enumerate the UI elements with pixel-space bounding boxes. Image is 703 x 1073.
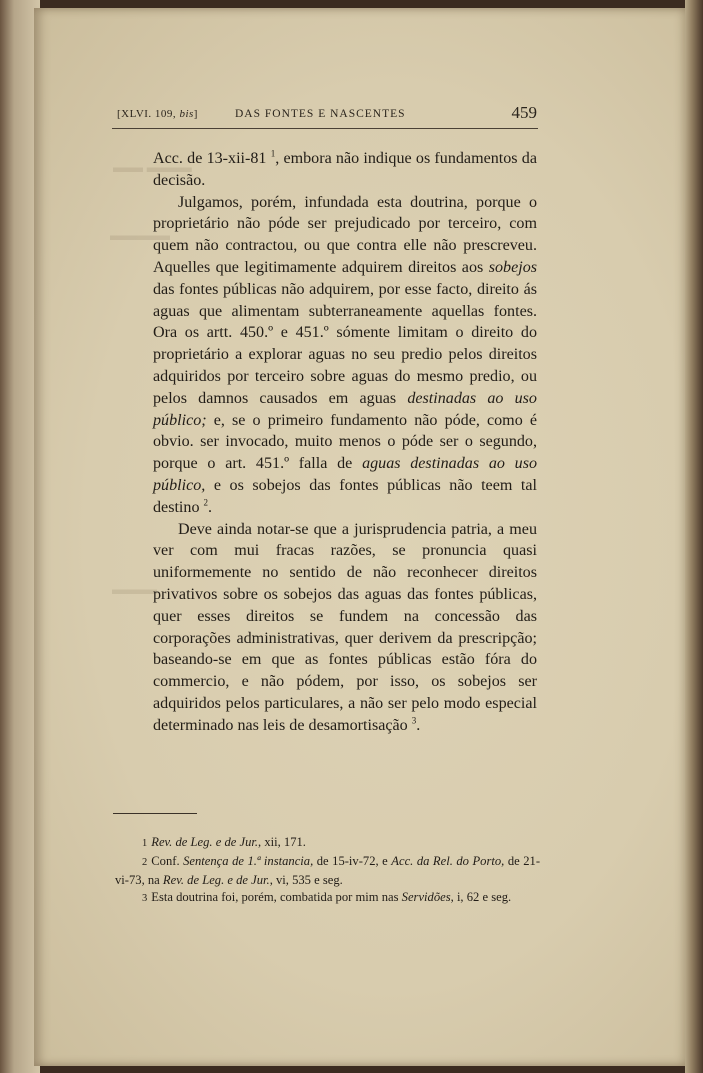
text-run: , i, 62 e seg. (450, 890, 512, 905)
footnote-marker: 1 (270, 148, 276, 159)
footnotes (115, 834, 540, 908)
header-rule (112, 128, 538, 129)
text-run: Julgamos, porém, infundada esta doutrina, porque o proprietário não póde ser prejudicado por terceiro, com quem não contractou, ou que contra elle não prescreveu. Aquelles que legitimamente adquirem direitos aos (153, 193, 537, 276)
text-run: Conf. (151, 853, 184, 868)
paragraph (153, 519, 537, 737)
footnote-number: 2 (142, 856, 148, 868)
italic-text: aguas destinadas ao uso público, (153, 455, 538, 494)
text-run: . (208, 498, 213, 516)
text-run: , xii, 171. (258, 835, 306, 849)
show-through: ▬▬ ▬▬▬ (113, 160, 192, 176)
text-run: Acc. de 13-xii-81 (153, 150, 271, 167)
text-run: e, se o primeiro fundamento não póde, como é obvio. ser invocado, muito menos o póde ser o segundo, porque o art. 451.º falla de (153, 411, 537, 473)
running-title: DAS FONTES E NASCENTES (235, 108, 406, 120)
footnote-separator (113, 813, 197, 814)
footnote (115, 889, 540, 908)
footnote (115, 853, 540, 890)
italic-text: Sentença de 1.ª instancia, (183, 853, 314, 868)
text-run: , vi, 535 e seg. (269, 872, 343, 887)
running-header (117, 103, 537, 125)
italic-text: Rev. de Leg. e de Jur. (162, 872, 270, 887)
text-run: Deve ainda notar-se que a jurisprudencia patria, a meu ver com mui fracas razões, se pronuncia quasi uniformemente no sentido de não reconhecer direitos privativos sobre os sobejos das aguas das fontes públicas, quer esses direitos se fundem na concessão das corporações administrativas, quer derivem da prescripção; baseando-se em que as fontes públicas estão fóra do commercio, e não pódem, por isso, os sobejos ser adquiridos pelos particulares, a não ser pelo modo especial determinado nas leis de desamortisação (153, 520, 537, 734)
paragraph (153, 192, 537, 519)
footnote-marker: 3 (411, 715, 417, 726)
italic-text: Acc. da Rel. do Porto, (391, 853, 505, 868)
footnote-number: 1 (142, 838, 148, 849)
text-run: Esta doutrina foi, porém, combatida por mim nas (151, 890, 402, 905)
show-through: ▬▬▬▬ (110, 228, 170, 244)
section-reference: [XLVI. 109, bis] (117, 108, 198, 120)
italic-text: destinadas ao uso público; (153, 389, 537, 429)
paragraph (153, 148, 537, 192)
text-run: das fontes públicas não adquirem, por esse facto, direito ás aguas que alimentam subterraneamente aquellas fontes. Ora os artt. 450.º e 451.º sómente limitam o direito do proprietário a explorar aguas no seu predio pelos direitos adquiridos por terceiro sobre aguas do mesmo predio, ou pelos damnos causados em aguas (153, 280, 537, 407)
italic-text: Rev. de Leg. e de Jur. (151, 835, 259, 849)
footnote-number: 3 (142, 893, 148, 905)
footnote-marker: 2 (203, 497, 209, 508)
text-run: , embora não indique os fundamentos da decisão. (153, 150, 537, 189)
text-run: de 21-vi-73, na (115, 853, 541, 887)
body-text (153, 148, 537, 737)
page-number: 459 (511, 103, 537, 122)
show-through: ▬▬▬ (112, 582, 157, 598)
text-run: . (416, 716, 421, 734)
footnote (115, 834, 540, 853)
italic-text: sobejos (488, 258, 537, 276)
book-fore-edge (685, 0, 703, 1073)
italic-text: Servidões (401, 890, 451, 905)
text-run: e os sobejos das fontes públicas não teem tal destino (153, 476, 537, 516)
text-run: de 15-iv-72, e (313, 853, 392, 868)
